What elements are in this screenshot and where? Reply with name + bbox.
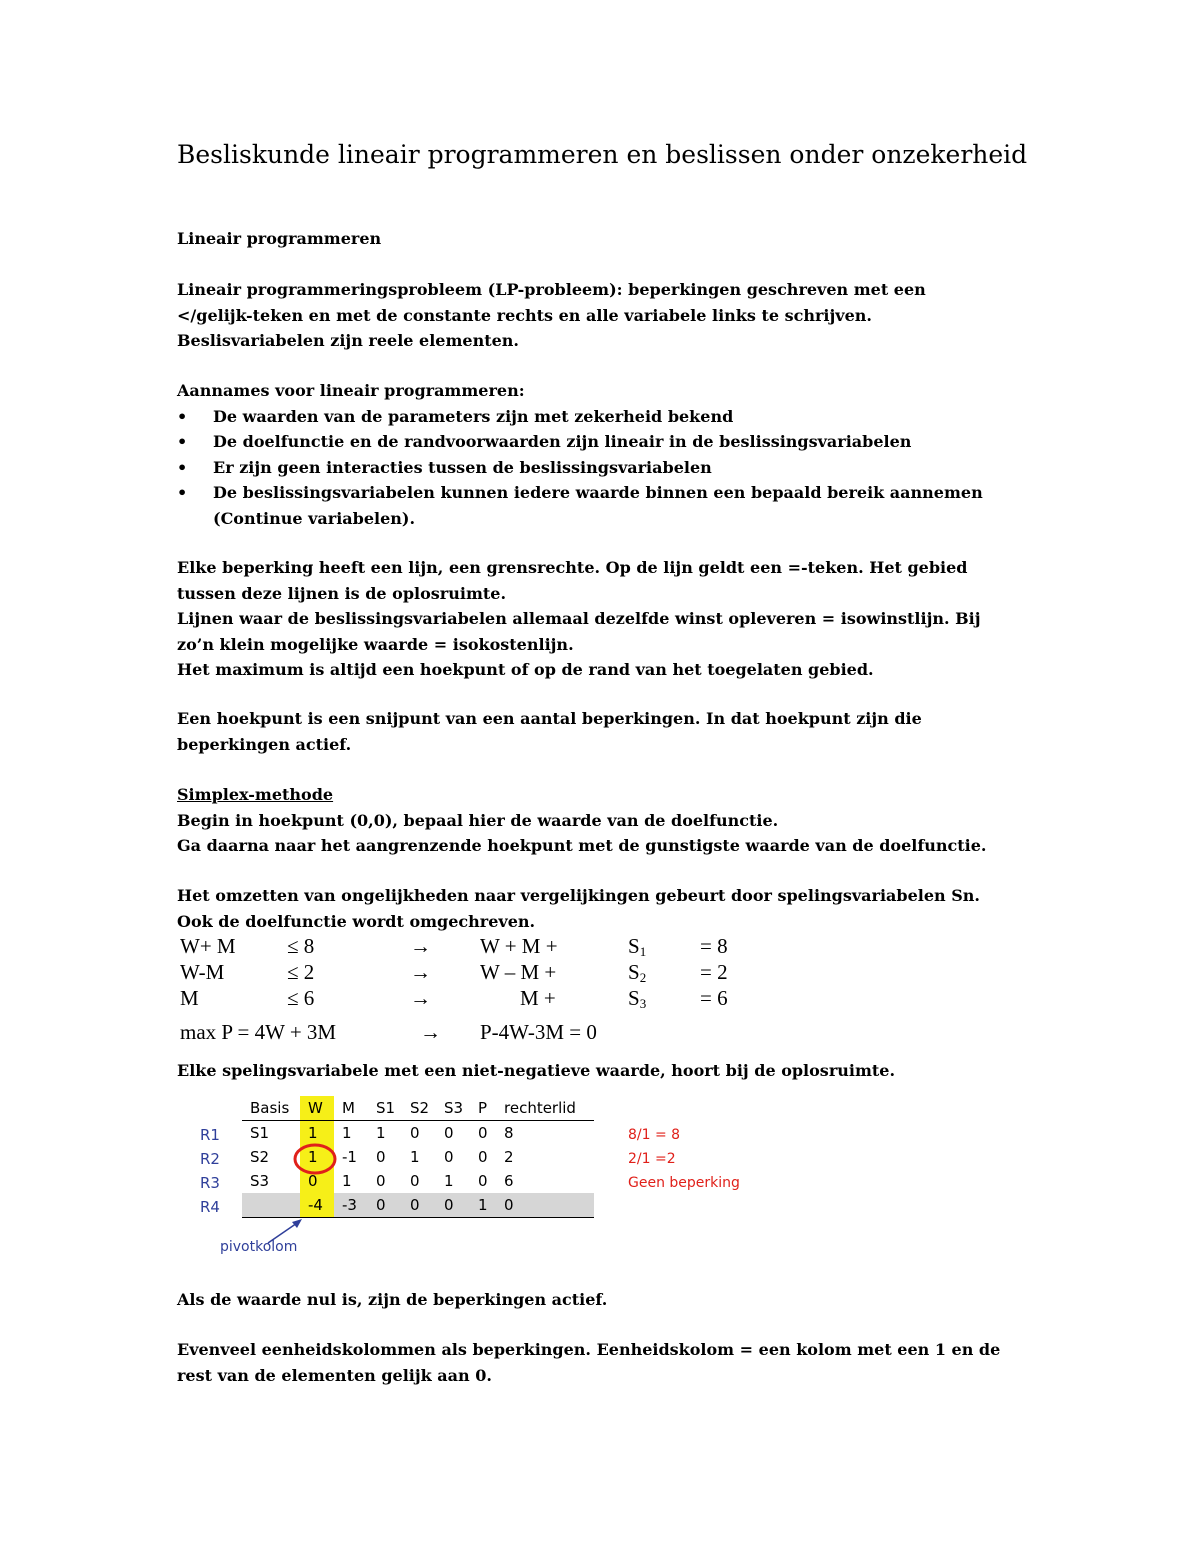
table-cell: 0: [376, 1172, 386, 1190]
text-line: Ook de doelfunctie wordt omgechreven.: [177, 911, 536, 931]
eq-slack: [628, 934, 646, 960]
unit-paragraph: [177, 1337, 1057, 1388]
eq-relation: ≤ 2: [287, 960, 315, 984]
pivot-arrowhead-icon: [292, 1219, 302, 1228]
text-line: Evenveel eenheidskolommen als beperkingen. Eenheidskolom = een kolom met een 1 en de: [177, 1340, 1001, 1359]
eq-result: = 8: [700, 934, 728, 958]
header-cell: rechterlid: [496, 1096, 594, 1121]
arrow-icon: →: [420, 1020, 441, 1044]
ratio-notes: [628, 1123, 740, 1195]
slack-symbol: S: [628, 986, 640, 1010]
objective-lhs: max P = 4W + 3M: [180, 1020, 337, 1044]
table-cell: 0: [436, 1193, 470, 1218]
table-cell: 0: [478, 1148, 488, 1166]
eq-slack: [628, 960, 646, 986]
eq-rhs: M +: [520, 986, 556, 1010]
eq-relation: ≤ 6: [287, 986, 315, 1010]
row-label: R1: [200, 1126, 220, 1144]
header-cell: S2: [402, 1096, 436, 1121]
table-cell: 0: [496, 1193, 594, 1218]
assumptions-heading: Aannames voor lineair programmeren:: [177, 381, 525, 400]
page-title: Besliskunde lineair programmeren en beslissen onder onzekerheid: [177, 140, 1028, 169]
slack-index: 3: [639, 996, 647, 1011]
text-line: Lijnen waar de beslissingsvariabelen allemaal dezelfde winst opleveren = isowinstlijn. Bij: [177, 609, 981, 628]
table-cell: 0: [478, 1124, 488, 1142]
active-note: Als de waarde nul is, zijn de beperkingen actief.: [177, 1290, 608, 1309]
text-line: Het maximum is altijd een hoekpunt of op de rand van het toegelaten gebied.: [177, 660, 874, 679]
list-item: • De waarden van de parameters zijn met zekerheid bekend: [177, 404, 1057, 430]
header-cell: M: [334, 1096, 368, 1121]
arrow-icon: →: [410, 986, 431, 1010]
eq-lhs: W+ M: [180, 934, 236, 958]
table-cell: -3: [334, 1193, 368, 1218]
intro-line: Lineair programmeringsprobleem (LP-probleem): beperkingen geschreven met een: [177, 280, 926, 299]
text-line: Het omzetten van ongelijkheden naar vergelijkingen gebeurt door spelingsvariabelen Sn.: [177, 886, 980, 905]
eq-result: = 2: [700, 960, 728, 984]
header-cell: S1: [368, 1096, 402, 1121]
slack-symbol: S: [628, 934, 640, 958]
intro-line: Beslisvariabelen zijn reele elementen.: [177, 331, 519, 350]
eq-lhs: W-M: [180, 960, 225, 984]
eq-relation: ≤ 8: [287, 934, 315, 958]
simplex-block: [177, 782, 1057, 859]
text-line: rest van de elementen gelijk aan 0.: [177, 1365, 492, 1385]
table-cell: -1: [342, 1148, 357, 1166]
eq-rhs: W + M +: [480, 934, 558, 958]
corner-paragraph: [177, 706, 1057, 757]
table-cell: 0: [444, 1124, 454, 1142]
table-cell: 0: [478, 1172, 488, 1190]
table-cell: S1: [250, 1124, 270, 1142]
objective-rhs: P-4W-3M = 0: [480, 1020, 597, 1044]
simplex-tableau: [190, 1093, 750, 1263]
assumptions-block: [177, 378, 1057, 531]
text-line: Begin in hoekpunt (0,0), bepaal hier de waarde van de doelfunctie.: [177, 810, 779, 830]
table-cell: 1: [300, 1145, 334, 1169]
arrow-icon: →: [410, 934, 431, 958]
text-line: tussen deze lijnen is de oplosruimte.: [177, 583, 507, 603]
pivot-circle-icon: [295, 1145, 335, 1173]
ratio-note: 2/1 =2: [628, 1151, 676, 1167]
list-item: • De doelfunctie en de randvoorwaarden zijn lineair in de beslissingsvariabelen: [177, 429, 1057, 455]
assumptions-list: [177, 404, 1057, 532]
table-cell: 1: [342, 1124, 352, 1142]
header-cell: Basis: [242, 1096, 300, 1121]
text-line: Ga daarna naar het aangrenzende hoekpunt met de gunstigste waarde van de doelfunctie.: [177, 836, 987, 855]
text-line: beperkingen actief.: [177, 734, 352, 754]
table-cell: 0: [444, 1148, 454, 1166]
pivot-label: pivotkolom: [220, 1239, 298, 1255]
table-cell: 2: [504, 1148, 514, 1166]
list-item: • De beslissingsvariabelen kunnen iedere waarde binnen een bepaald bereik aannemen (Continue variabelen).: [177, 480, 1013, 531]
table-cell: S3: [250, 1172, 270, 1190]
row-label: R4: [200, 1198, 220, 1216]
row-label: R3: [200, 1174, 220, 1192]
table-cell: 0: [410, 1172, 420, 1190]
arrow-icon: →: [410, 960, 431, 984]
boundary-paragraph: [177, 555, 1057, 683]
row-label: R2: [200, 1150, 220, 1168]
slack-index: 1: [639, 944, 647, 959]
list-item: • Er zijn geen interacties tussen de beslissingsvariabelen: [177, 455, 1057, 481]
intro-paragraph: [177, 277, 1057, 354]
slack-note: Elke spelingsvariabele met een niet-negatieve waarde, hoort bij de oplosruimte.: [177, 1061, 896, 1080]
header-cell: S3: [436, 1096, 470, 1121]
table-cell: 1: [376, 1124, 386, 1142]
table-cell: 0: [402, 1193, 436, 1218]
table-cell: 0: [368, 1193, 402, 1218]
slack-paragraph: [177, 883, 1057, 934]
header-cell: W: [300, 1096, 334, 1121]
eq-lhs: M: [180, 986, 199, 1010]
intro-line: </gelijk-teken en met de constante rechts en alle variabele links te schrijven.: [177, 305, 872, 325]
table-cell: 1: [342, 1172, 352, 1190]
slack-symbol: S: [628, 960, 640, 984]
slack-index: 2: [639, 970, 647, 985]
table-cell: 0: [376, 1148, 386, 1166]
text-line: Een hoekpunt is een snijpunt van een aantal beperkingen. In dat hoekpunt zijn die: [177, 709, 922, 728]
ratio-note: 8/1 = 8: [628, 1127, 681, 1143]
text-line: zo’n klein mogelijke waarde = isokostenlijn.: [177, 634, 574, 654]
eq-rhs: W – M +: [480, 960, 557, 984]
table-cell: S2: [250, 1148, 270, 1166]
simplex-heading: Simplex-methode: [177, 785, 334, 804]
table-cell: 8: [504, 1124, 514, 1142]
eq-slack: [628, 986, 646, 1012]
table-cell: 1: [470, 1193, 496, 1218]
heading-lineair-programmeren: Lineair programmeren: [177, 229, 382, 248]
table-cell: 0: [410, 1124, 420, 1142]
table-cell: 1: [444, 1172, 454, 1190]
table-cell: 1: [300, 1121, 334, 1146]
table-cell: 0: [300, 1169, 334, 1193]
eq-result: = 6: [700, 986, 728, 1010]
header-cell: P: [470, 1096, 496, 1121]
ratio-note: Geen beperking: [628, 1175, 740, 1191]
table-cell: 1: [410, 1148, 420, 1166]
text-line: Elke beperking heeft een lijn, een grensrechte. Op de lijn geldt een =-teken. Het gebied: [177, 558, 968, 577]
table-cell: 6: [504, 1172, 514, 1190]
table-cell: -4: [300, 1193, 334, 1218]
